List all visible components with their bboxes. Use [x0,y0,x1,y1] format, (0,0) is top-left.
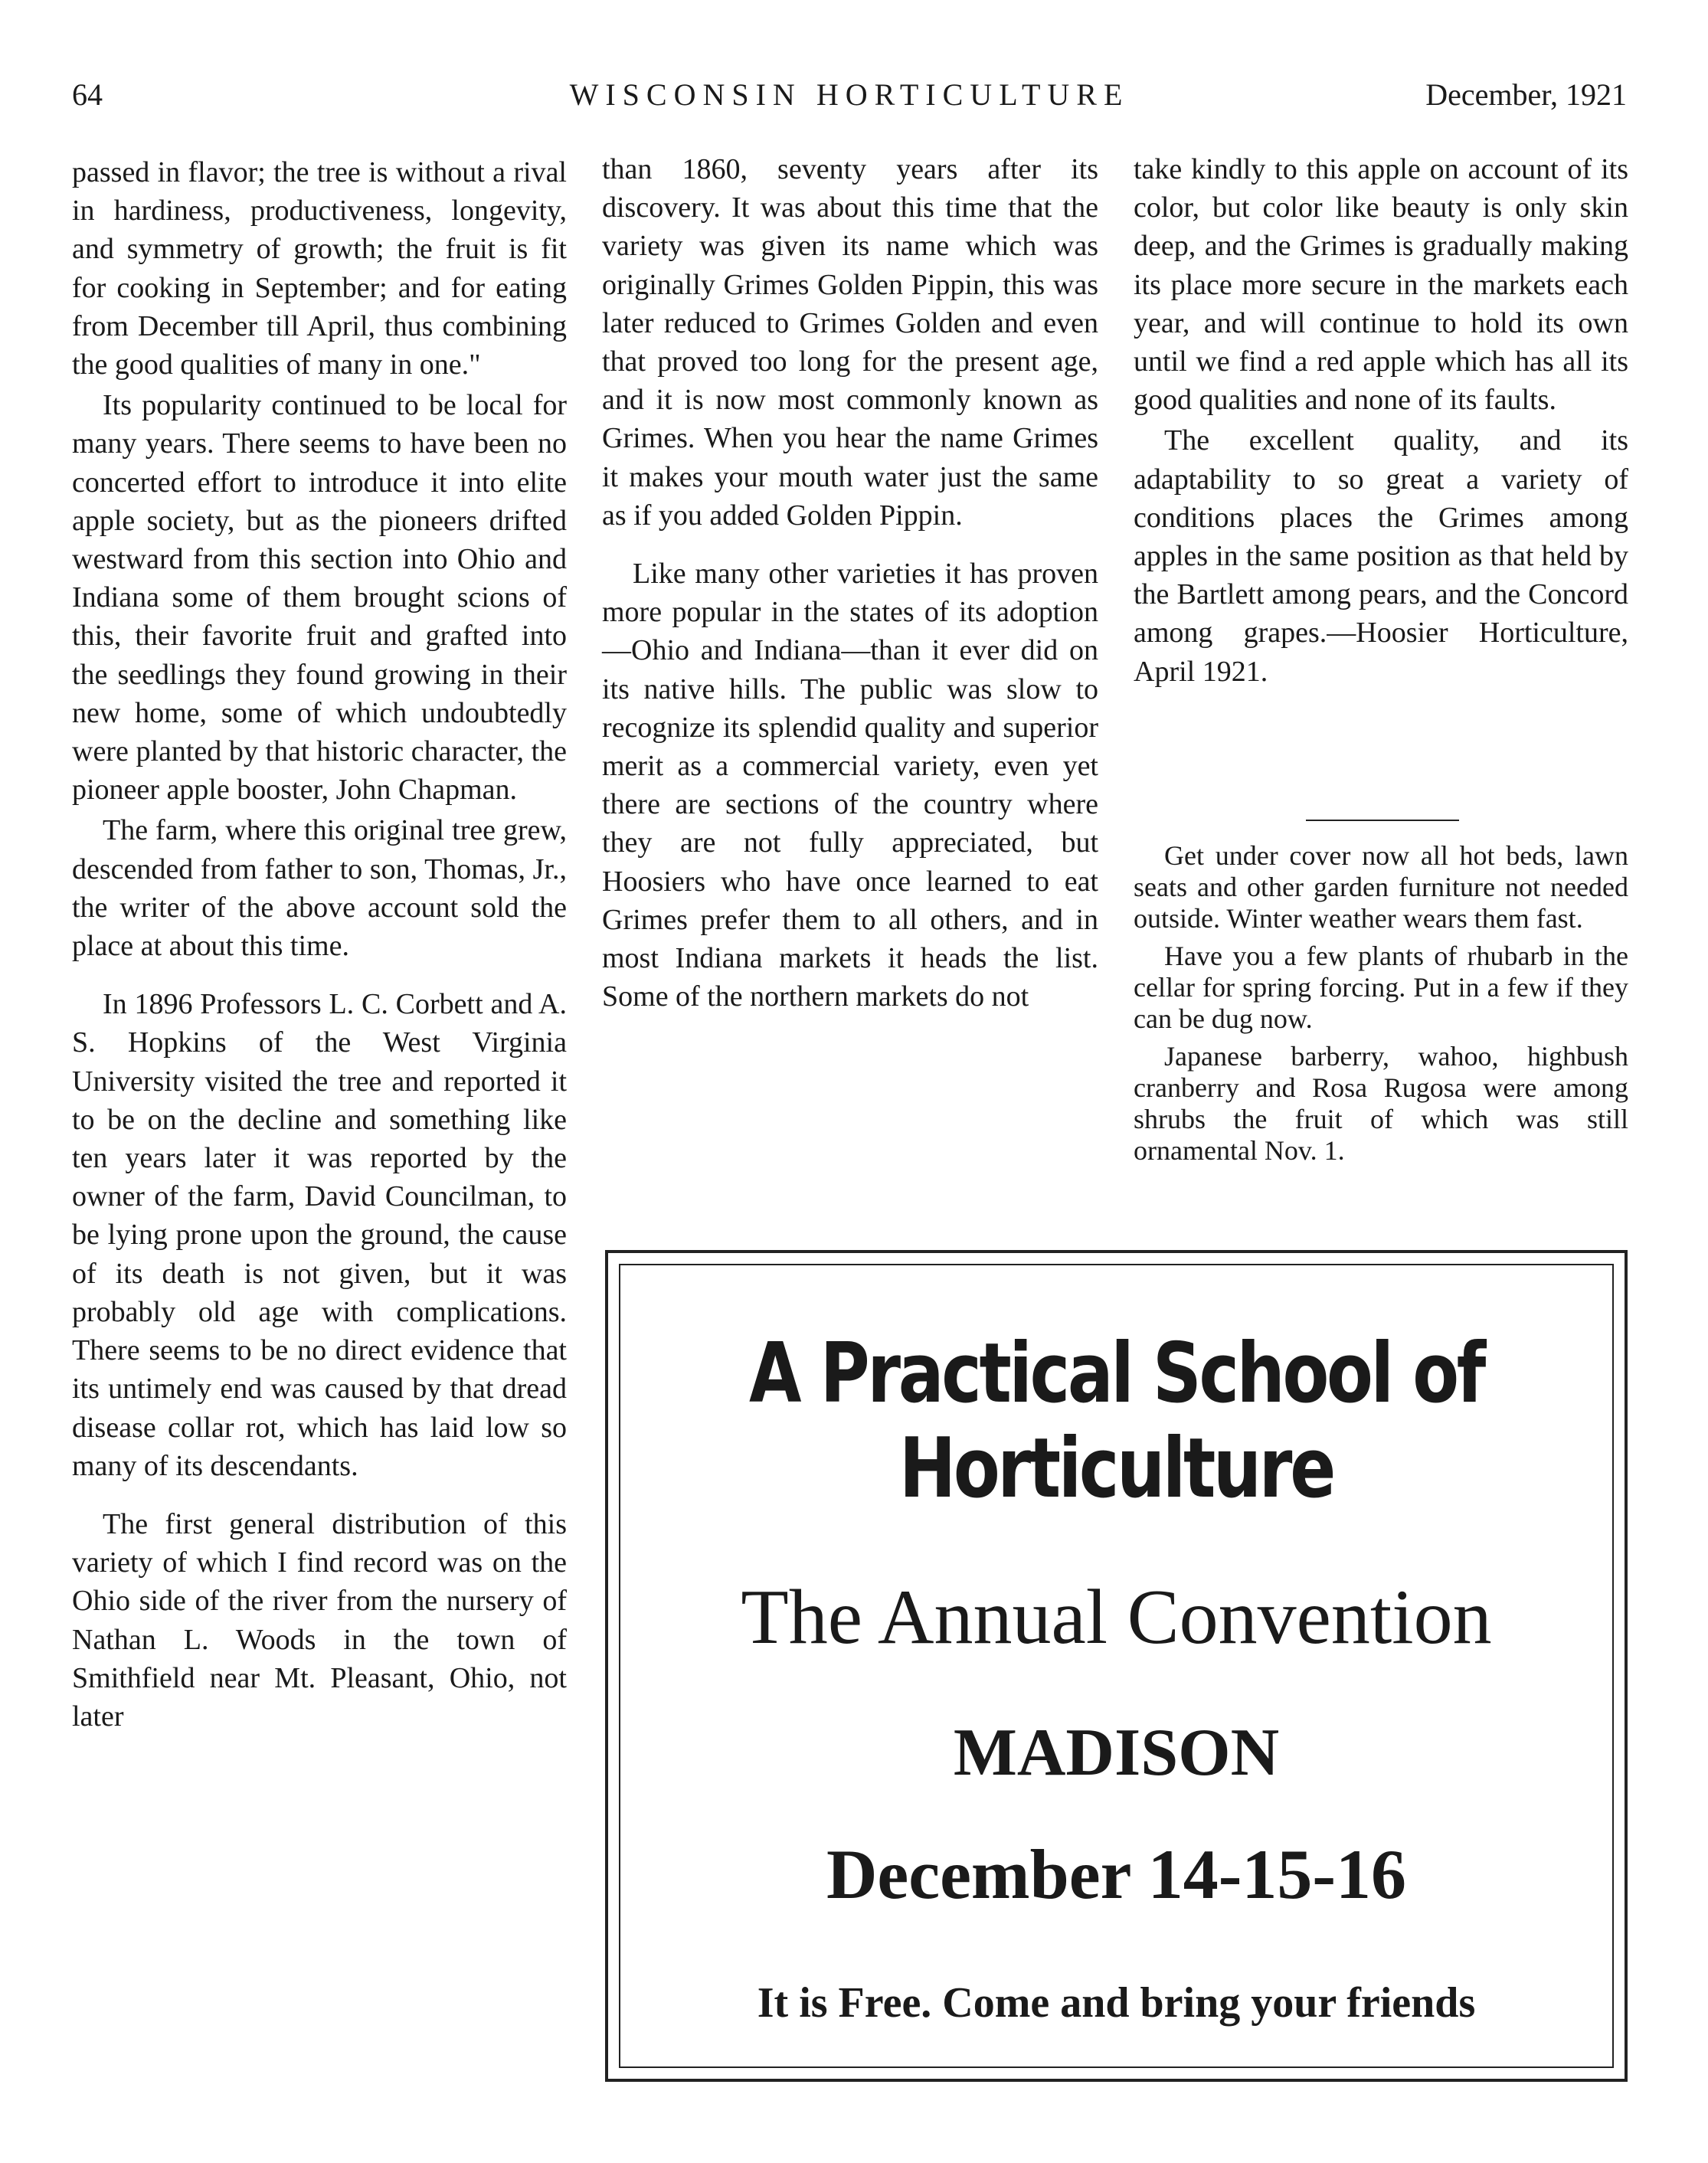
ad-city: MADISON [953,1716,1280,1790]
paragraph: Its popularity continued to be local for many years. There seems to have been no concerted effort to introduce it into elite apple society, but as the pioneers drifted westward from this section into Ohio and Indiana some of them brought scions of this, their favorite fruit and grafted into the seedlings they found growing in their new home, some of which undoubtedly were planted by that historic character, the pioneer apple booster, John Chapman. [72,389,567,807]
paragraph: In 1896 Professors L. C. Corbett and A. S. Hopkins of the West Virginia University visited the tree and reported it to be on the decline and something like ten years later it was reported by the owner of the farm, David Councilman, to be lying prone upon the ground, the cause of its death is not given, but it was probably old age with complications. There seems to be no direct evidence that its untimely end was caused by that dread disease collar rot, which has laid low so many of its descendants. [72,988,567,1482]
ad-tagline: It is Free. Come and bring your friends [757,1979,1476,2027]
ad-dates: December 14-15-16 [826,1835,1407,1913]
page-header [72,77,1627,123]
paragraph: The first general distribution of this variety of which I find record was on the Ohio side of the river from the nursery of Nathan L. Woods in the town of Smithfield near Mt. Pleasant, Ohio, not later [72,1507,567,1733]
garden-notes [1134,840,1628,1167]
ad-title-line-2: Horticulture [898,1421,1333,1517]
ad-title-line-1: A Practical School of [748,1326,1484,1422]
note: Japanese barberry, wahoo, highbush cranberry and Rosa Rugosa were among shrubs the fruit of which was still ornamental Nov. 1. [1134,1041,1628,1166]
page-number: 64 [72,77,103,112]
paragraph: Like many other varieties it has proven more popular in the states of its adoption—Ohio and Indiana—than it ever did on its native hills. The public was slow to recognize its splendid quality and superior merit as a commercial variety, even yet there are sections of the country where they are not fully appreciated, but Hoosiers who have once learned to eat Grimes prefer them to all others, and in most Indiana markets it heads the list. Some of the northern markets do not [602,558,1098,1013]
article-column-1 [72,153,567,1736]
paragraph: The farm, where this original tree grew, descended from father to son, Thomas, Jr., the writer of the above account sold the place at about this time. [72,814,567,963]
note: Have you a few plants of rhubarb in the cellar for spring forcing. Put in a few if they can be dug now. [1134,941,1628,1034]
article-column-3 [1134,150,1628,691]
journal-title: WISCONSIN HORTICULTURE [569,77,1130,112]
paragraph: passed in flavor; the tree is without a rival in hardiness, productiveness, longevity, and symmetry of growth; the fruit is fit for cooking in September; and for eating from December till April, thus combining the good qualities of many in one." [72,156,567,381]
convention-advertisement [605,1250,1628,2082]
ad-convention: The Annual Convention [741,1574,1492,1661]
article-column-2 [602,150,1098,1016]
paragraph: take kindly to this apple on account of its color, but color like beauty is only skin deep, and the Grimes is gradually making its place more secure in the markets each year, and will continue to hold its own until we find a red apple which has all its good qualities and none of its faults. [1134,153,1628,417]
section-divider [1306,820,1459,821]
paragraph: The excellent quality, and its adaptability to so great a variety of conditions places the Grimes among apples in the same position as that held by the Bartlett among pears, and the Concord among grapes.—Hoosier Horticulture, April 1921. [1134,424,1628,688]
ad-title [710,1327,1523,1517]
ad-inner-border [619,1264,1614,2068]
note: Get under cover now all hot beds, lawn seats and other garden furniture not needed outside. Winter weather wears them fast. [1134,840,1628,934]
paragraph: than 1860, seventy years after its discovery. It was about this time that the variety was given its name which was originally Grimes Golden Pippin, this was later reduced to Grimes Golden and even that proved too long for the present age, and it is now most commonly known as Grimes. When you hear the name Grimes it makes your mouth water just the same as if you added Golden Pippin. [602,153,1098,532]
issue-date: December, 1921 [1425,77,1627,112]
